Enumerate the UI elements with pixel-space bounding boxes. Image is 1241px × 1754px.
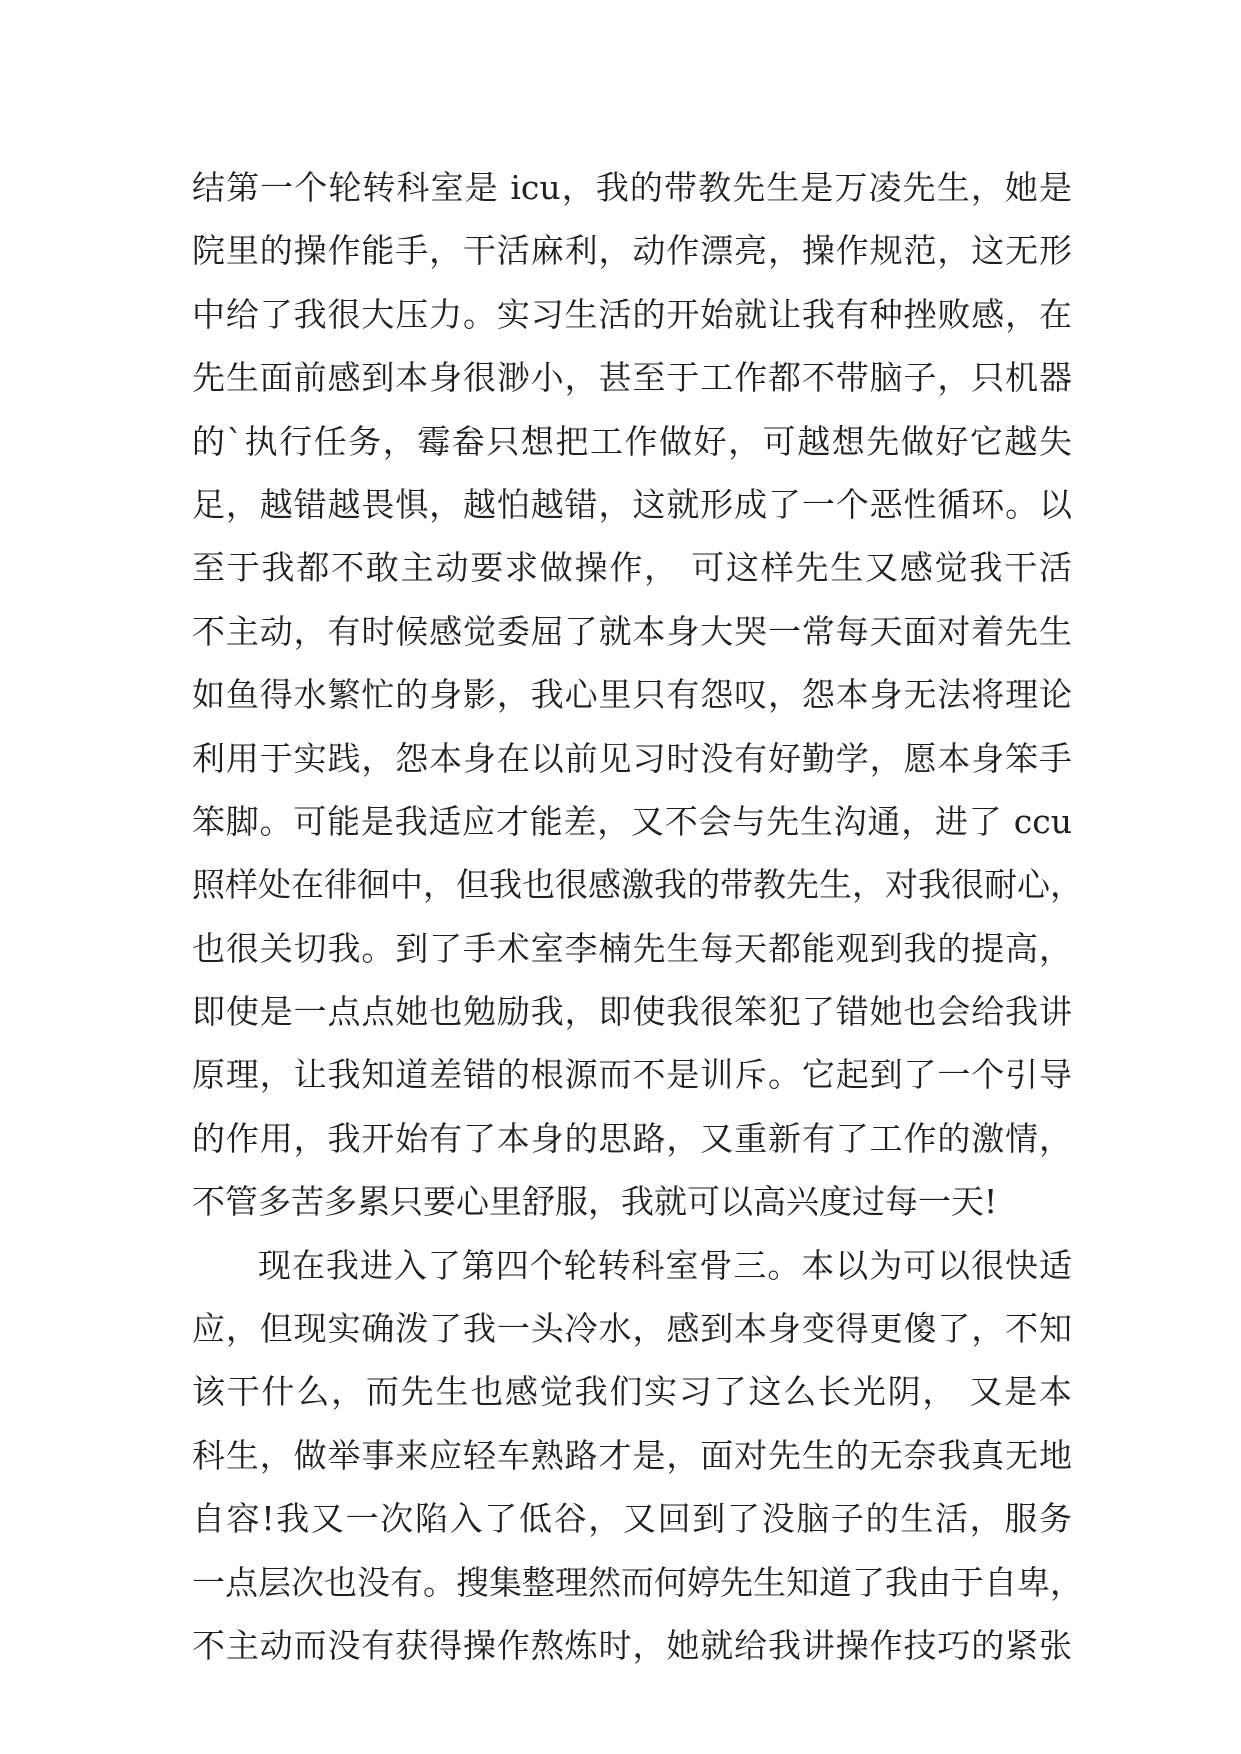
text-line: 该干什么，而先生也感觉我们实习了这么长光阴， 又是本 — [192, 1372, 1072, 1412]
text-line: 先生面前感到本身很渺小，甚至于工作都不带脑子，只机器 — [192, 358, 1072, 398]
text-line: 足，越错越畏惧，越怕越错，这就形成了一个恶性循环。以 — [192, 484, 1072, 524]
text-line: 也很关切我。到了手术室李楠先生每天都能观到我的提高， — [192, 928, 1072, 968]
text-line: 科生，做举事来应轻车熟路才是，面对先生的无奈我真无地 — [192, 1435, 1072, 1475]
text-line: 即使是一点点她也勉励我，即使我很笨犯了错她也会给我讲 — [192, 992, 1072, 1032]
text-line: 中给了我很大压力。实习生活的开始就让我有种挫败感，在 — [192, 294, 1072, 334]
paragraph-first-line: 现在我进入了第四个轮转科室骨三。本以为可以很快适 — [258, 1245, 1072, 1285]
text-line: 不管多苦多累只要心里舒服，我就可以高兴度过每一天! — [192, 1182, 998, 1222]
text-line: 至于我都不敢主动要求做操作， 可这样先生又感觉我干活 — [192, 548, 1072, 588]
text-line: 应，但现实确泼了我一头冷水，感到本身变得更傻了，不知 — [192, 1309, 1072, 1349]
text-line: 自容!我又一次陷入了低谷，又回到了没脑子的生活，服务 — [192, 1499, 1072, 1539]
text-line: 如鱼得水繁忙的身影，我心里只有怨叹，怨本身无法将理论 — [192, 675, 1072, 715]
text-line: 的作用，我开始有了本身的思路，又重新有了工作的激情， — [192, 1118, 1072, 1158]
text-line: 不主动，有时候感觉委屈了就本身大哭一常每天面对着先生 — [192, 611, 1072, 651]
body-text — [192, 156, 1083, 1677]
text-line: 院里的操作能手，干活麻利，动作漂亮，操作规范，这无形 — [192, 231, 1072, 271]
text-line: 一点层次也没有。搜集整理然而何婷先生知道了我由于自卑， — [192, 1562, 1083, 1602]
text-line: 笨脚。可能是我适应才能差，又不会与先生沟通，进了 ccu — [192, 801, 1072, 841]
text-line: 原理，让我知道差错的根源而不是训斥。它起到了一个引导 — [192, 1055, 1072, 1095]
text-line: 不主动而没有获得操作熬炼时，她就给我讲操作技巧的紧张 — [192, 1625, 1072, 1665]
text-line: 照样处在徘徊中，但我也很感激我的带教先生，对我很耐心， — [192, 865, 1083, 905]
text-line: 结第一个轮转科室是 icu，我的带教先生是万凌先生，她是 — [192, 168, 1072, 207]
text-line: 的`执行任务，霉畚只想把工作做好，可越想先做好它越失 — [192, 421, 1072, 461]
text-line: 利用于实践，怨本身在以前见习时没有好勤学，愿本身笨手 — [192, 738, 1072, 778]
